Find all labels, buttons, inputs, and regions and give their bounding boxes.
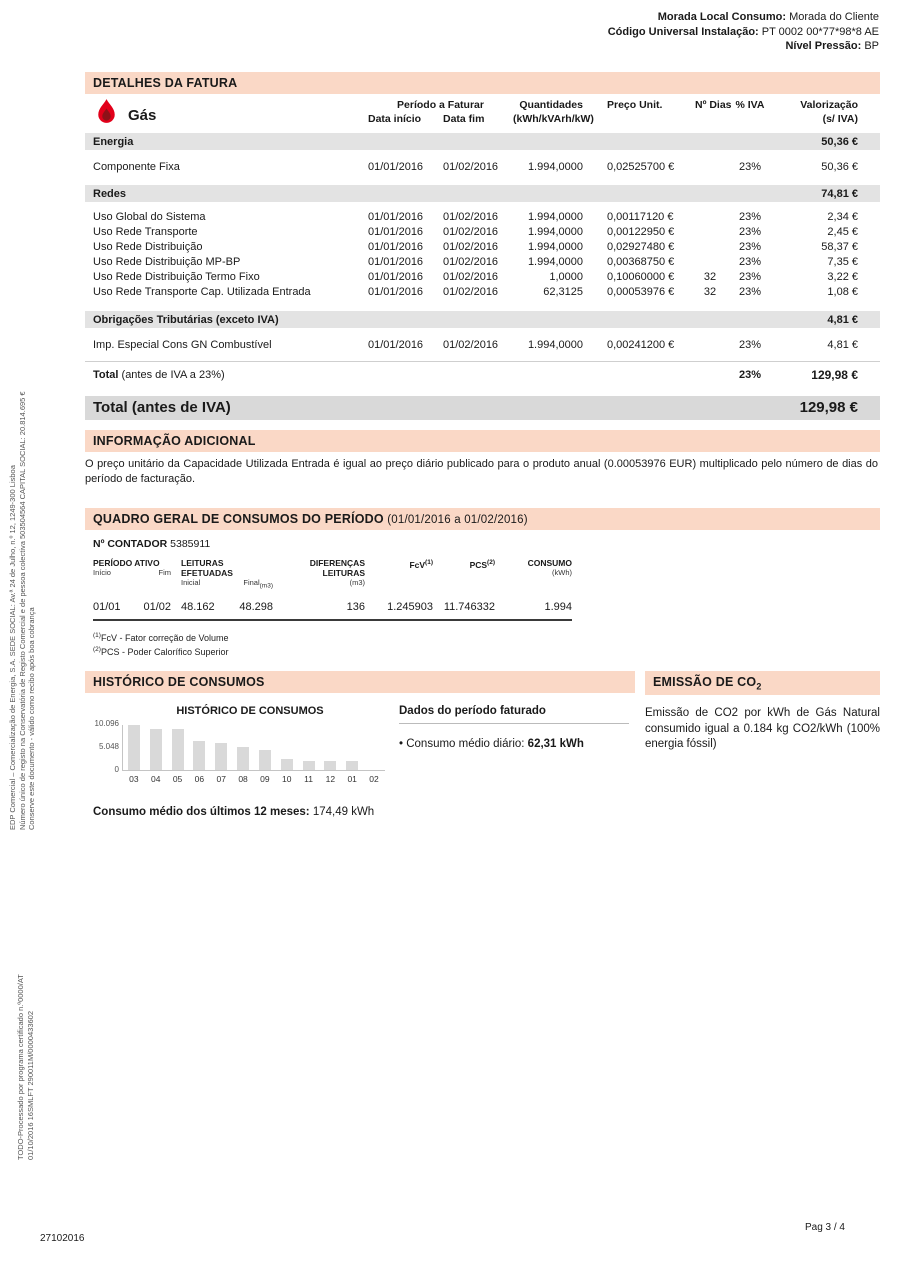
codigo-line — [608, 25, 879, 40]
group-obrigacoes — [85, 311, 880, 328]
sidebar-processing-text — [16, 974, 35, 1160]
consumo-diario-line — [399, 738, 635, 750]
row-preco: 0,00368750 € — [607, 256, 675, 268]
group-value: 4,81 € — [827, 313, 858, 326]
row-valor: 7,35 € — [827, 256, 858, 268]
row-iva: 23% — [738, 286, 762, 298]
chart-x-label: 01 — [347, 773, 357, 784]
cell-fim: 01/02 — [143, 600, 171, 613]
footnote-fcv — [93, 630, 880, 644]
chart-bar — [145, 725, 167, 770]
page-number: Pag 3 / 4 — [804, 1222, 845, 1233]
row-valor: 58,37 € — [821, 241, 858, 253]
row-preco: 0,02525700 € — [607, 161, 675, 173]
header-pcs-sup: (2) — [487, 559, 495, 566]
gas-flame-icon — [93, 98, 120, 133]
col-pcs — [433, 558, 495, 592]
product-gas — [93, 98, 368, 133]
header-consumo-unit: (kWh) — [552, 568, 572, 577]
nivel-label: Nível Pressão: — [785, 40, 862, 52]
col-preco-unit: Preço Unit. — [607, 99, 663, 111]
morada-label: Morada Local Consumo: — [657, 11, 787, 23]
row-iva: 23% — [738, 211, 762, 223]
legal-line-2: Número único de registo na Conservatória de Registo Comercial e de pessoa colectiva 503504564 CAPITAL SOCIAL: 20.814.695 € — [17, 391, 27, 830]
chart-x-label: 07 — [216, 773, 226, 784]
group-label: Redes — [93, 187, 127, 200]
row-valor: 2,45 € — [827, 226, 858, 238]
row-label: Imp. Especial Cons GN Combustível — [93, 339, 272, 351]
row-valor: 4,81 € — [827, 339, 858, 351]
emissao-title-sub: 2 — [756, 681, 762, 691]
total-label-bold: Total — [93, 369, 119, 381]
legal-line-1: EDP Comercial – Comercialização de Energia, S.A. SEDE SOCIAL: Av.ª 24 de Julho, n.º 12, 1249-300 Lisboa — [8, 465, 17, 830]
col-diferencas — [273, 558, 365, 592]
historico-content — [85, 703, 635, 784]
header-fcv-sup: (1) — [425, 559, 433, 566]
header-pcs: PCS — [469, 559, 488, 570]
table-row — [85, 285, 880, 300]
chart-bar — [254, 725, 276, 770]
emissao-column — [645, 671, 880, 818]
row-dias: 32 — [703, 271, 717, 283]
header-leituras: LEITURAS EFETUADAS — [181, 558, 233, 578]
table-row — [85, 240, 880, 255]
row-quantidade: 1.994,0000 — [527, 241, 583, 253]
footnote-pcs-sup: (2) — [93, 645, 101, 653]
row-label: Uso Rede Transporte Cap. Utilizada Entrada — [93, 286, 311, 298]
quadro-title: QUADRO GERAL DE CONSUMOS DO PERÍODO — [93, 512, 384, 526]
additional-info-text: O preço unitário da Capacidade Utilizada Entrada é igual ao preço diário publicado para o produto anual (0.00053976 EUR) multiplicado pelo número de dias do período de facturação. — [85, 458, 878, 485]
row-quantidade: 1.994,0000 — [527, 161, 583, 173]
footnote-fcv-text: FcV - Fator correção de Volume — [100, 632, 229, 643]
chart-bar — [188, 725, 210, 770]
row-data-inicio: 01/01/2016 — [368, 241, 424, 253]
row-iva: 23% — [738, 271, 762, 283]
total-iva: 23% — [738, 369, 762, 381]
dados-title: Dados do período faturado — [399, 705, 629, 724]
col-fcv — [365, 558, 433, 592]
row-data-inicio: 01/01/2016 — [368, 256, 424, 268]
footnote-pcs — [93, 644, 880, 658]
chart-bar — [298, 725, 320, 770]
chart-bar — [232, 725, 254, 770]
main-content — [85, 72, 880, 818]
consumo-12m-line — [85, 806, 635, 818]
row-quantidade: 1.994,0000 — [527, 211, 583, 223]
cell-consumo: 1.994 — [544, 600, 572, 613]
bottom-sections — [85, 671, 880, 818]
chart-bar — [123, 725, 145, 770]
group-redes — [85, 185, 880, 202]
grand-total-value: 129,98 € — [799, 399, 858, 416]
total-before-iva-row — [85, 361, 880, 387]
consumer-header — [608, 10, 879, 54]
row-valor: 50,36 € — [821, 161, 858, 173]
col-consumo — [495, 558, 572, 592]
header-inicial: Inicial — [181, 578, 201, 587]
chart-y-axis — [89, 718, 123, 774]
chart-bar — [363, 725, 385, 770]
row-iva: 23% — [738, 241, 762, 253]
chart-x-label: 12 — [325, 773, 336, 784]
row-label: Uso Rede Distribuição MP-BP — [93, 256, 241, 268]
header-final-unit: (m3) — [259, 582, 273, 590]
table-row — [85, 270, 880, 285]
dados-periodo — [399, 703, 635, 784]
quadro-period: (01/01/2016 a 01/02/2016) — [383, 514, 528, 526]
section-detalhes-fatura: DETALHES DA FATURA — [85, 72, 880, 94]
chart-bar — [341, 725, 363, 770]
col-periodo-faturar: Período a Faturar — [397, 99, 484, 111]
chart-x-label: 09 — [260, 773, 270, 784]
row-quantidade: 1.994,0000 — [527, 339, 583, 351]
row-valor: 2,34 € — [827, 211, 858, 223]
sidebar-legal-text — [8, 391, 37, 830]
column-headers-line1 — [368, 98, 880, 112]
row-data-inicio: 01/01/2016 — [368, 211, 424, 223]
chart-bar — [167, 725, 189, 770]
group-label: Obrigações Tributárias (exceto IVA) — [93, 313, 279, 326]
section-historico-consumos: HISTÓRICO DE CONSUMOS — [85, 671, 635, 693]
total-value: 129,98 € — [811, 368, 858, 382]
col-leituras — [181, 558, 273, 592]
table-row-imposto — [85, 338, 880, 353]
row-label: Uso Global do Sistema — [93, 211, 206, 223]
chart-x-label: 04 — [151, 773, 161, 784]
cell-periodo — [93, 601, 181, 613]
consumo-diario-label: • Consumo médio diário: — [399, 737, 528, 750]
consumption-table-header — [93, 558, 572, 592]
morada-line — [608, 10, 879, 25]
table-row — [85, 225, 880, 240]
product-label: Gás — [128, 107, 157, 124]
row-iva: 23% — [738, 339, 762, 351]
col-num-dias: Nº Dias — [695, 99, 732, 111]
header-final-text: Final — [243, 578, 260, 587]
chart-y-tick: 5.048 — [98, 741, 119, 751]
nivel-line — [608, 39, 879, 54]
grand-total-label: Total (antes de IVA) — [93, 399, 231, 416]
historico-column — [85, 671, 635, 818]
row-data-fim: 01/02/2016 — [443, 211, 499, 223]
row-quantidade: 1,0000 — [549, 271, 583, 283]
chart-y-tick: 10.096 — [94, 718, 119, 728]
header-diferencas: DIFERENÇAS LEITURAS — [309, 558, 365, 578]
chart-title: HISTÓRICO DE CONSUMOS — [176, 704, 324, 717]
cell-fcv: 1.245903 — [387, 600, 433, 613]
total-label — [93, 369, 368, 381]
invoice-table-header — [85, 98, 880, 133]
section-quadro-consumos — [85, 508, 880, 530]
footer-date: 27102016 — [40, 1233, 85, 1244]
cell-leituras — [181, 601, 273, 613]
header-consumo: CONSUMO — [527, 558, 572, 568]
row-data-fim: 01/02/2016 — [443, 256, 499, 268]
chart-bar — [319, 725, 341, 770]
footnote-fcv-sup: (1) — [93, 631, 101, 639]
row-data-fim: 01/02/2016 — [443, 286, 499, 298]
column-headers — [368, 98, 880, 133]
cell-inicial: 48.162 — [181, 600, 215, 613]
processing-line-2: 01/10/2016 16SMLFT 290011M/0000433602 — [25, 1010, 35, 1160]
row-valor: 3,22 € — [827, 271, 858, 283]
codigo-value: PT 0002 00*77*98*8 AE — [758, 25, 879, 38]
row-data-inicio: 01/01/2016 — [368, 271, 424, 283]
morada-value: Morada do Cliente — [786, 11, 879, 23]
chart-x-label: 08 — [238, 773, 248, 784]
header-diferencas-unit: (m3) — [349, 578, 365, 587]
header-final — [243, 578, 273, 592]
row-quantidade: 1.994,0000 — [527, 256, 583, 268]
chart-plot — [89, 718, 385, 774]
row-preco: 0,02927480 € — [607, 241, 675, 253]
col-iva: % IVA — [735, 99, 765, 111]
row-data-inicio: 01/01/2016 — [368, 161, 424, 173]
col-valorizacao: Valorização — [800, 99, 858, 111]
row-iva: 23% — [738, 226, 762, 238]
row-preco: 0,00122950 € — [607, 226, 675, 238]
chart-x-label: 06 — [194, 773, 205, 784]
row-data-fim: 01/02/2016 — [443, 241, 499, 253]
cell-inicio: 01/01 — [93, 600, 121, 613]
col-data-fim: Data fim — [443, 113, 485, 125]
cell-diferenca: 136 — [346, 600, 365, 613]
cell-final: 48.298 — [239, 600, 273, 613]
grand-total-row — [85, 396, 880, 420]
chart-x-label: 03 — [129, 773, 139, 784]
row-data-fim: 01/02/2016 — [443, 339, 499, 351]
col-data-inicio: Data início — [368, 113, 422, 125]
row-data-fim: 01/02/2016 — [443, 226, 499, 238]
col-quantidades: Quantidades — [519, 99, 583, 111]
consumption-chart — [85, 703, 385, 784]
header-periodo: PERÍODO ATIVO — [93, 558, 160, 568]
row-data-fim: 01/02/2016 — [443, 271, 499, 283]
emissao-text: Emissão de CO2 por kWh de Gás Natural consumido igual a 0.184 kg CO2/kWh (100% energia fóssil) — [645, 707, 880, 750]
nivel-value: BP — [861, 40, 879, 52]
consumo-12m-value: 174,49 kWh — [312, 805, 375, 818]
row-preco: 0,10060000 € — [607, 271, 675, 283]
row-label: Uso Rede Transporte — [93, 226, 198, 238]
col-periodo-ativo — [93, 558, 181, 592]
header-periodo-sub — [93, 568, 181, 578]
row-preco: 0,00241200 € — [607, 339, 675, 351]
legal-line-3: Conserve este documento - válido como recibo após boa cobrança — [27, 607, 36, 830]
table-row — [85, 255, 880, 270]
total-label-rest: (antes de IVA a 23%) — [118, 369, 225, 381]
row-label: Uso Rede Distribuição — [93, 241, 203, 253]
meter-number-line — [85, 538, 880, 550]
header-leituras-sub — [181, 578, 273, 592]
consumo-diario-value: 62,31 kWh — [527, 737, 584, 750]
row-dias: 32 — [703, 286, 717, 298]
row-data-fim: 01/02/2016 — [443, 161, 499, 173]
row-label: Uso Rede Distribuição Termo Fixo — [93, 271, 260, 283]
row-quantidade: 62,3125 — [543, 286, 583, 298]
row-iva: 23% — [738, 161, 762, 173]
group-energia — [85, 133, 880, 150]
footnote-pcs-text: PCS - Poder Calorífico Superior — [100, 646, 229, 657]
row-data-inicio: 01/01/2016 — [368, 226, 424, 238]
column-headers-line2 — [368, 112, 880, 126]
section-emissao-co2 — [645, 671, 880, 696]
row-data-inicio: 01/01/2016 — [368, 286, 424, 298]
redes-rows — [85, 210, 880, 300]
row-label: Componente Fixa — [93, 161, 180, 173]
processing-line-1: TODO-Processado por programa certificado n.º0000/AT — [16, 974, 25, 1160]
emissao-title: EMISSÃO DE CO — [653, 674, 757, 689]
table-row — [85, 210, 880, 225]
row-iva: 23% — [738, 256, 762, 268]
meter-value: 5385911 — [167, 538, 211, 550]
col-valorizacao-unit: (s/ IVA) — [822, 113, 858, 125]
consumption-table — [85, 558, 572, 621]
group-value: 50,36 € — [821, 135, 858, 148]
group-label: Energia — [93, 135, 134, 148]
chart-x-label: 05 — [172, 773, 183, 784]
table-row-componente-fixa — [85, 160, 880, 175]
group-value: 74,81 € — [821, 187, 858, 200]
consumption-table-row — [93, 601, 572, 621]
row-data-inicio: 01/01/2016 — [368, 339, 424, 351]
row-preco: 0,00053976 € — [607, 286, 675, 298]
chart-x-label: 02 — [369, 773, 379, 784]
header-fim: Fim — [158, 568, 171, 577]
row-valor: 1,08 € — [827, 286, 858, 298]
codigo-label: Código Universal Instalação: — [607, 25, 759, 38]
row-preco: 0,00117120 € — [607, 211, 674, 223]
chart-x-label: 11 — [304, 773, 313, 784]
consumo-12m-label: Consumo médio dos últimos 12 meses: — [93, 805, 313, 818]
chart-bar — [210, 725, 232, 770]
section-informacao-adicional: INFORMAÇÃO ADICIONAL — [85, 430, 880, 452]
col-quantidades-unit: (kWh/kVArh/kW) — [513, 113, 594, 125]
chart-x-label: 10 — [281, 773, 292, 784]
table-footnotes — [85, 630, 880, 658]
chart-x-labels — [123, 774, 385, 784]
meter-label: Nº CONTADOR — [93, 538, 168, 550]
cell-pcs: 11.746332 — [443, 600, 495, 613]
chart-bar — [276, 725, 298, 770]
row-quantidade: 1.994,0000 — [527, 226, 583, 238]
header-inicio: Início — [93, 568, 111, 577]
chart-y-tick: 0 — [114, 764, 119, 774]
header-fcv: FcV — [409, 559, 426, 570]
chart-bars — [123, 725, 385, 771]
